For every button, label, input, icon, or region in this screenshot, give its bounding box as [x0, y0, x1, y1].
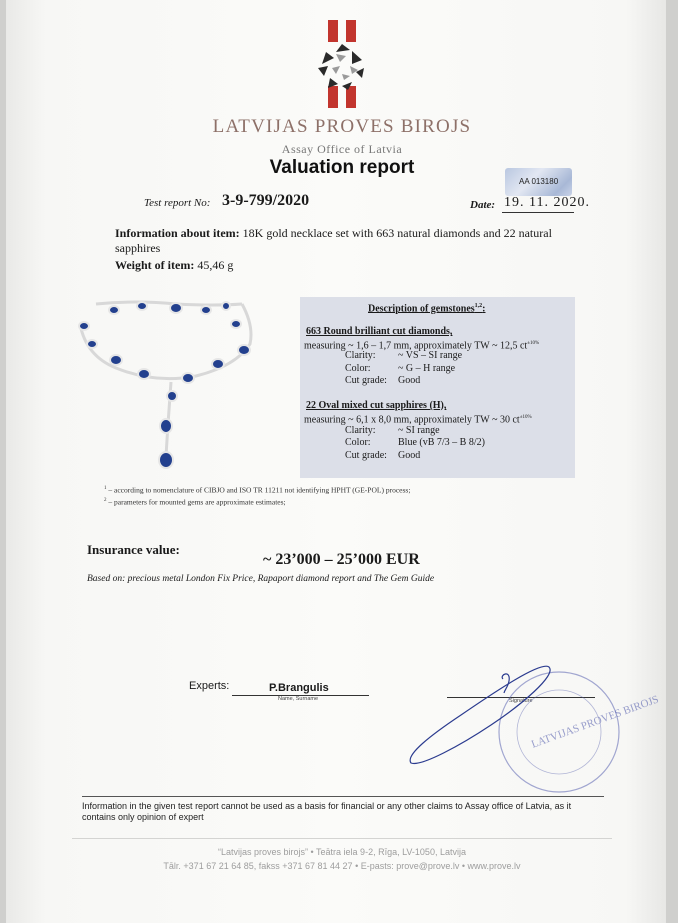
insurance-basis: Based on: precious metal London Fix Price, Rapaport diamond report and The Gem Guide — [87, 574, 435, 584]
sapphires-tolerance: ±10% — [519, 415, 532, 420]
date-value: 19. 11. 2020. — [504, 195, 590, 210]
expert-name: P.Brangulis — [269, 682, 329, 694]
gemstones-panel — [300, 297, 575, 478]
sapphires-clarity-value: ~ SI range — [398, 425, 440, 436]
security-hologram-sticker — [505, 168, 572, 196]
item-info-value: 18K gold necklace set with 663 natural diamonds and 22 natural sapphires — [115, 226, 552, 255]
diamonds-color-label: Color: — [345, 363, 371, 374]
sapphires-cut-label: Cut grade: — [345, 450, 387, 461]
diamonds-tolerance: ±10% — [527, 341, 540, 346]
gemstones-heading-sup: 1,2 — [474, 303, 483, 309]
sapphires-cut-value: Good — [398, 450, 421, 461]
assay-office-logo-icon — [306, 16, 378, 112]
footnotes — [104, 484, 410, 507]
disclaimer-rule — [82, 796, 604, 797]
date-label: Date: — [470, 199, 496, 211]
sapphires-color-label: Color: — [345, 437, 371, 448]
diamonds-cut-label: Cut grade: — [345, 375, 387, 386]
item-info-label: Information about item: — [115, 226, 240, 240]
footer-rule — [72, 838, 612, 839]
weight-value: 45,46 g — [197, 258, 234, 272]
item-weight — [115, 258, 233, 273]
sticker-code: AA 013180 — [519, 177, 559, 186]
diamonds-title: 663 Round brilliant cut diamonds, — [306, 326, 453, 337]
diamonds-color-value: ~ G – H range — [398, 363, 456, 374]
experts-label: Experts: — [189, 680, 230, 692]
report-no-label: Test report No: — [144, 197, 211, 209]
sapphires-title: 22 Oval mixed cut sapphires (H), — [306, 400, 447, 411]
name-caption: Name, Surname — [278, 696, 319, 702]
date-underline — [502, 212, 574, 213]
signature-caption: Signature — [509, 698, 533, 704]
report-no-value: 3-9-799/2020 — [222, 192, 310, 209]
diamonds-cut-value: Good — [398, 375, 421, 386]
sapphires-clarity-label: Clarity: — [345, 425, 376, 436]
diamonds-clarity-value: ~ VS – SI range — [398, 350, 463, 361]
stamp-text: LATVIJAS PROVES BIROJS — [529, 693, 661, 751]
handwritten-signature-icon — [401, 655, 561, 770]
insurance-value: ~ 23’000 – 25’000 EUR — [263, 551, 420, 568]
org-subtitle: Assay Office of Latvia — [281, 142, 403, 156]
org-name: LATVIJAS PROVES BIROJS — [212, 116, 472, 137]
report-sheet — [6, 0, 666, 923]
footer-address: “Latvijas proves birojs” • Teātra iela 9-2, Rīga, LV-1050, Latvija — [218, 847, 466, 857]
footnote-2: $^2$ – parameters for mounted gems are approximate estimates; — [104, 497, 286, 506]
diamonds-measuring: measuring ~ 1,6 – 1,7 mm, approximately TW ~ 12,5 $ct^{\pm 10\%}$ — [304, 340, 540, 352]
sapphires-color-value: Blue (vB 7/3 – B 8/2) — [398, 437, 485, 448]
item-info — [115, 226, 585, 256]
footer-contacts: Tālr. +371 67 21 64 85, fakss +371 67 81 44 27 • E-pasts: prove@prove.lv • www.prove.lv — [163, 861, 521, 871]
sapphires-measuring: measuring ~ 6,1 x 8,0 mm, approximately TW ~ 30 $ct^{\pm 10\%}$ — [304, 414, 532, 426]
necklace-photo — [76, 296, 276, 480]
diamonds-clarity-label: Clarity: — [345, 350, 376, 361]
disclaimer-text: Information in the given test report cannot be used as a basis for financial or any other claims to Assay office of Latvia, as it contains only opinion of expert — [82, 801, 572, 822]
footnote-1: $^1$ – according to nomenclature of CIBJO and ISO TR 11211 not identifying HPHT (GE-POL) process; — [104, 485, 411, 495]
page-title: Valuation report — [269, 157, 415, 178]
insurance-label: Insurance value: — [87, 542, 180, 557]
weight-label: Weight of item: — [115, 258, 195, 272]
gemstones-heading: Description of gemstones$^{1,2}$: — [368, 303, 486, 315]
